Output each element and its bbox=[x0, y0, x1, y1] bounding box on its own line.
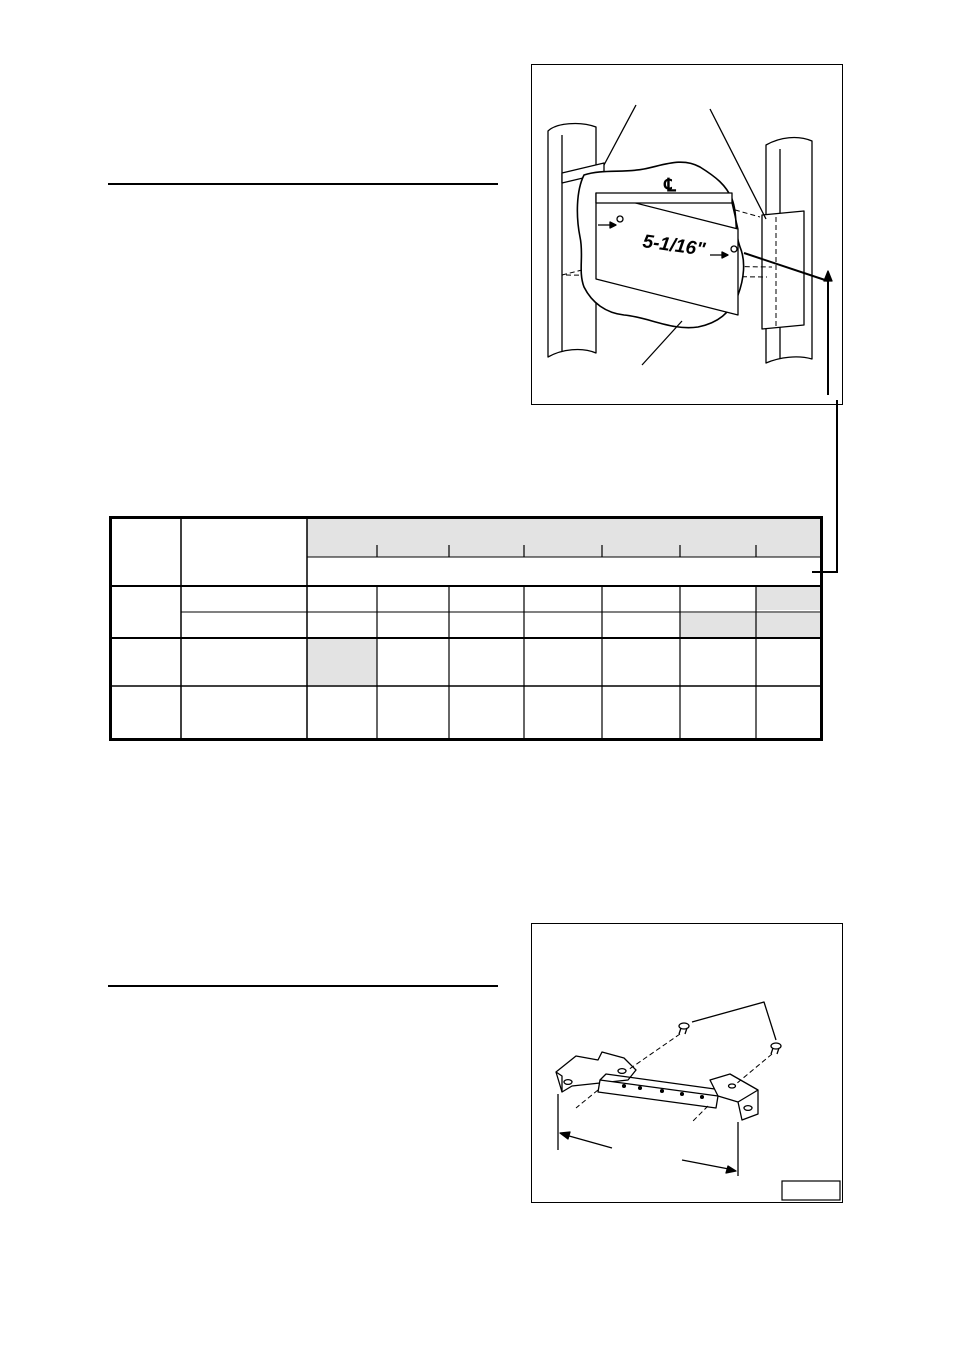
section-rule-top bbox=[108, 183, 498, 185]
dimension-label: 5-1/16" bbox=[641, 231, 707, 261]
figure-post-mount-drawing bbox=[532, 65, 841, 403]
section-rule-bottom bbox=[108, 985, 498, 987]
table-cell-shaded bbox=[307, 639, 377, 685]
figure-bracket-assembly bbox=[531, 923, 843, 1203]
figure-post-mount bbox=[531, 64, 843, 405]
table-header-band bbox=[307, 518, 821, 557]
centerline-symbol: ℄ bbox=[664, 175, 676, 195]
table-cell-shaded bbox=[756, 587, 821, 610]
figure-number-box bbox=[782, 1181, 840, 1200]
spec-table bbox=[109, 516, 823, 742]
table-cell-shaded bbox=[680, 613, 821, 637]
figure-bracket-assembly-drawing bbox=[532, 924, 841, 1201]
